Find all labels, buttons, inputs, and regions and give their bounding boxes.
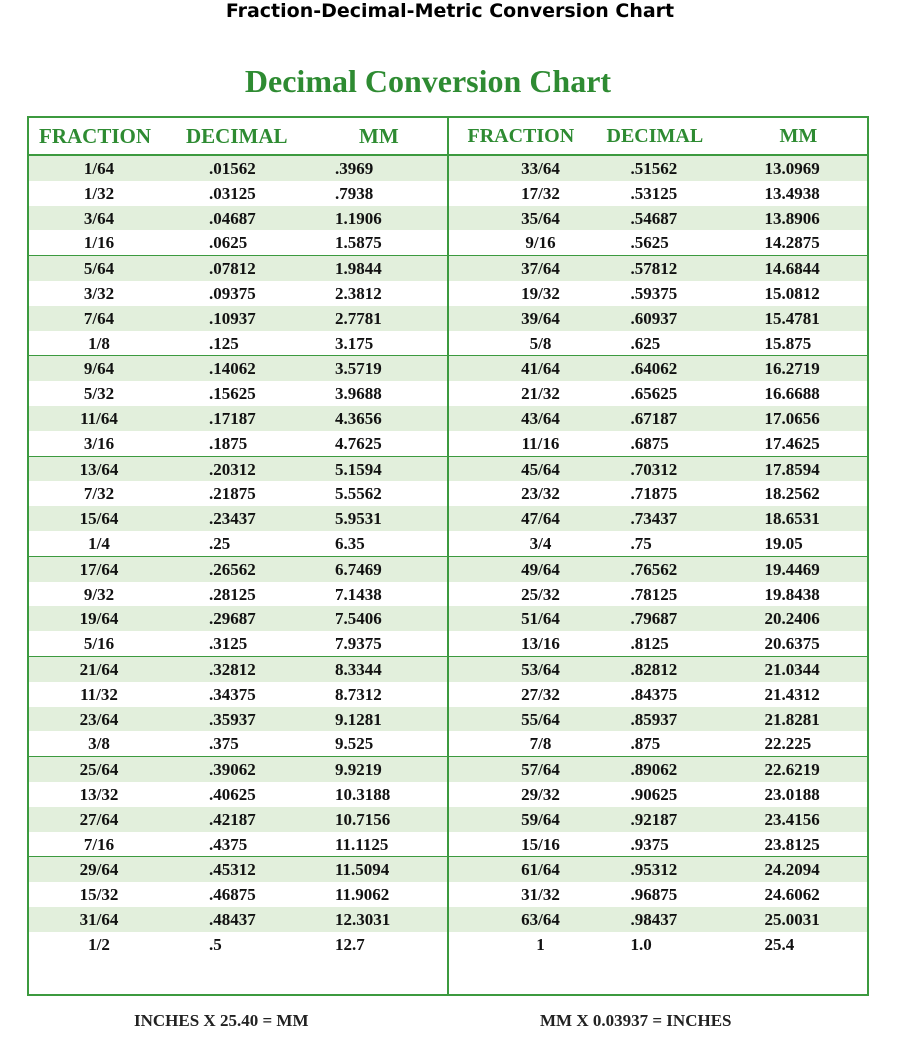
decimal-cell: .20312	[209, 459, 256, 479]
fraction-cell: 59/64	[521, 809, 560, 829]
decimal-cell: .6875	[630, 433, 669, 453]
table-row	[449, 531, 868, 556]
fraction-cell: 47/64	[521, 509, 560, 529]
decimal-cell: .57812	[630, 259, 678, 279]
decimal-cell: .8125	[630, 634, 669, 654]
fraction-cell: 1/32	[83, 183, 115, 203]
fraction-cell: 21/32	[521, 384, 560, 404]
table-row	[29, 782, 447, 807]
table-row	[449, 857, 868, 882]
mm-cell: 20.2406	[764, 609, 820, 629]
header-mm: MM	[359, 124, 399, 148]
table-row	[449, 832, 868, 857]
fraction-cell: 43/64	[521, 408, 560, 428]
mm-cell: 18.6531	[764, 509, 820, 529]
fraction-cell: 17/32	[521, 183, 560, 203]
fraction-cell: 33/64	[521, 159, 560, 178]
document-title: Fraction-Decimal-Metric Conversion Chart	[225, 0, 675, 22]
mm-cell: 24.6062	[764, 885, 820, 905]
fraction-cell: 21/64	[79, 659, 119, 679]
fraction-cell: 3/16	[83, 433, 115, 453]
mm-cell: 4.3656	[335, 408, 382, 428]
fraction-cell: 13/32	[79, 784, 119, 804]
fraction-cell: 19/32	[521, 283, 560, 303]
decimal-cell: .92187	[630, 809, 678, 829]
fraction-cell: 25/64	[79, 760, 119, 780]
fraction-cell: 61/64	[521, 860, 560, 880]
mm-cell: 13.4938	[764, 183, 820, 203]
fraction-cell: 15/16	[521, 834, 560, 854]
table-row	[29, 807, 447, 832]
decimal-cell: .95312	[630, 860, 678, 880]
fraction-cell: 45/64	[521, 459, 560, 479]
mm-cell: 19.8438	[764, 584, 820, 604]
mm-cell: 14.6844	[764, 259, 820, 279]
mm-cell: 10.3188	[335, 784, 391, 804]
mm-cell: 1.1906	[335, 208, 382, 228]
table-row	[449, 882, 868, 907]
mm-cell: 5.9531	[335, 509, 382, 529]
decimal-cell: .71875	[630, 484, 678, 504]
fraction-cell: 49/64	[521, 559, 560, 579]
decimal-cell: .40625	[209, 784, 256, 804]
table-row	[29, 457, 447, 482]
fraction-cell: 41/64	[521, 359, 560, 379]
conversion-table	[27, 116, 869, 996]
row-group	[29, 457, 447, 557]
fraction-cell: 9/32	[83, 584, 115, 604]
fraction-cell: 31/32	[521, 885, 560, 905]
decimal-cell: .10937	[209, 308, 256, 328]
fraction-cell: 63/64	[521, 909, 560, 929]
table-row	[29, 206, 447, 231]
footer-mm-to-inches: MM X 0.03937 = INCHES	[540, 1011, 732, 1030]
mm-cell: .7938	[335, 183, 374, 203]
fraction-cell: 3/4	[529, 533, 552, 553]
fraction-cell: 15/64	[79, 509, 119, 529]
fraction-cell: 1/4	[88, 533, 110, 553]
table-row	[29, 882, 447, 907]
row-group	[449, 156, 868, 256]
decimal-cell: .78125	[630, 584, 678, 604]
fraction-cell: 3/64	[83, 208, 115, 228]
decimal-cell: .84375	[630, 684, 678, 704]
mm-cell: 2.3812	[335, 283, 382, 303]
mm-cell: 16.6688	[764, 384, 820, 404]
row-group	[29, 657, 447, 757]
row-group	[449, 757, 868, 857]
table-row	[449, 256, 868, 281]
table-row	[449, 481, 868, 506]
mm-cell: 19.4469	[764, 559, 820, 579]
table-row	[449, 156, 868, 181]
table-row	[449, 230, 868, 255]
mm-cell: 11.9062	[335, 885, 390, 905]
table-row	[449, 707, 868, 732]
fraction-cell: 5/64	[83, 259, 115, 279]
decimal-cell: .07812	[209, 259, 256, 279]
table-row	[449, 932, 868, 957]
decimal-cell: .875	[630, 734, 661, 754]
decimal-cell: .73437	[630, 509, 678, 529]
decimal-cell: .85937	[630, 709, 678, 729]
mm-cell: 21.8281	[764, 709, 820, 729]
mm-cell: 7.9375	[335, 634, 382, 654]
decimal-cell: .64062	[630, 359, 678, 379]
fraction-cell: 9/16	[525, 233, 556, 253]
fraction-cell: 53/64	[521, 659, 560, 679]
table-row	[449, 506, 868, 531]
mm-cell: 17.4625	[764, 433, 820, 453]
table-row	[449, 557, 868, 582]
table-row	[29, 431, 447, 456]
fraction-cell: 5/32	[83, 384, 115, 404]
mm-cell: 14.2875	[764, 233, 820, 253]
decimal-cell: .53125	[630, 183, 678, 203]
decimal-cell: .5	[209, 934, 222, 954]
decimal-cell: .89062	[630, 760, 678, 780]
fraction-cell: 1	[536, 934, 545, 954]
decimal-cell: .5625	[630, 233, 669, 253]
table-row	[449, 907, 868, 932]
fraction-cell: 15/32	[79, 885, 119, 905]
row-group	[29, 156, 447, 256]
decimal-cell: .60937	[630, 308, 678, 328]
header-decimal: DECIMAL	[606, 125, 704, 147]
table-row	[29, 631, 447, 656]
decimal-cell: .4375	[209, 834, 248, 854]
fraction-cell: 1/64	[83, 159, 115, 178]
table-row	[29, 481, 447, 506]
row-group	[29, 256, 447, 356]
fraction-cell: 29/64	[79, 860, 119, 880]
table-row	[29, 230, 447, 255]
decimal-cell: .34375	[209, 684, 256, 704]
mm-cell: 13.8906	[764, 208, 820, 228]
table-row	[449, 431, 868, 456]
fraction-cell: 3/8	[88, 734, 110, 754]
fraction-cell: 35/64	[521, 208, 560, 228]
mm-cell: 15.0812	[764, 283, 820, 303]
row-group	[449, 657, 868, 757]
table-row	[29, 731, 447, 756]
mm-cell: 15.4781	[764, 308, 820, 328]
fraction-cell: 11/16	[521, 433, 560, 453]
header-fraction: FRACTION	[467, 125, 575, 147]
table-row	[29, 907, 447, 932]
decimal-cell: .48437	[209, 909, 256, 929]
mm-cell: 3.175	[335, 333, 374, 353]
decimal-cell: .375	[209, 734, 239, 754]
decimal-cell: .54687	[630, 208, 678, 228]
fraction-cell: 5/16	[83, 634, 115, 654]
fraction-cell: 29/32	[521, 784, 560, 804]
decimal-cell: .70312	[630, 459, 678, 479]
fraction-cell: 57/64	[521, 760, 560, 780]
table-row	[29, 506, 447, 531]
decimal-cell: .82812	[630, 659, 678, 679]
fraction-cell: 25/32	[521, 584, 560, 604]
decimal-cell: .98437	[630, 909, 678, 929]
decimal-cell: .42187	[209, 809, 256, 829]
table-row	[449, 457, 868, 482]
mm-cell: 8.7312	[335, 684, 382, 704]
decimal-cell: .26562	[209, 559, 256, 579]
table-row	[449, 381, 868, 406]
table-row	[449, 582, 868, 607]
fraction-cell: 7/16	[83, 834, 115, 854]
decimal-cell: .45312	[209, 860, 256, 880]
header-decimal: DECIMAL	[186, 124, 288, 148]
table-row	[449, 631, 868, 656]
decimal-cell: .09375	[209, 283, 256, 303]
row-group	[449, 557, 868, 657]
decimal-cell: .625	[630, 333, 661, 353]
mm-cell: 7.5406	[335, 609, 382, 629]
table-row	[29, 406, 447, 431]
mm-cell: 17.0656	[764, 408, 820, 428]
table-row	[449, 181, 868, 206]
fraction-cell: 9/64	[83, 359, 115, 379]
decimal-cell: .3125	[209, 634, 248, 654]
mm-cell: 5.5562	[335, 484, 382, 504]
fraction-cell: 13/16	[521, 634, 560, 654]
fraction-cell: 13/64	[79, 459, 119, 479]
table-row	[29, 356, 447, 381]
table-row	[29, 657, 447, 682]
mm-cell: 1.9844	[335, 259, 382, 279]
table-row	[449, 406, 868, 431]
fraction-cell: 3/32	[83, 283, 115, 303]
right-table-half	[449, 118, 868, 994]
table-row	[29, 381, 447, 406]
fraction-cell: 1/2	[88, 934, 110, 954]
table-row	[29, 331, 447, 356]
table-row	[449, 206, 868, 231]
row-group	[449, 857, 868, 956]
fraction-cell: 37/64	[521, 259, 560, 279]
decimal-cell: .125	[209, 333, 239, 353]
decimal-cell: .29687	[209, 609, 256, 629]
decimal-cell: .35937	[209, 709, 256, 729]
row-group	[449, 356, 868, 456]
decimal-cell: .90625	[630, 784, 678, 804]
table-row	[29, 857, 447, 882]
fraction-cell: 51/64	[521, 609, 560, 629]
decimal-cell: .76562	[630, 559, 678, 579]
table-row	[449, 331, 868, 356]
decimal-cell: .03125	[209, 183, 256, 203]
mm-cell: 25.0031	[764, 909, 820, 929]
row-group	[449, 457, 868, 557]
mm-cell: 3.5719	[335, 359, 382, 379]
decimal-cell: .67187	[630, 408, 678, 428]
decimal-cell: .17187	[209, 408, 256, 428]
mm-cell: 5.1594	[335, 459, 382, 479]
mm-cell: .3969	[335, 159, 374, 178]
table-row	[449, 757, 868, 782]
chart-title: Decimal Conversion Chart	[244, 63, 612, 99]
mm-cell: 11.1125	[335, 834, 389, 854]
table-row	[29, 757, 447, 782]
mm-cell: 21.0344	[764, 659, 820, 679]
mm-cell: 22.6219	[764, 760, 820, 780]
table-row	[449, 306, 868, 331]
table-row	[29, 531, 447, 556]
left-rows	[29, 156, 447, 957]
table-row	[29, 281, 447, 306]
decimal-cell: .39062	[209, 760, 256, 780]
decimal-cell: .65625	[630, 384, 678, 404]
mm-cell: 6.7469	[335, 559, 382, 579]
mm-cell: 21.4312	[764, 684, 820, 704]
table-row	[29, 832, 447, 857]
row-group	[29, 356, 447, 456]
table-row	[29, 682, 447, 707]
table-row	[29, 306, 447, 331]
decimal-cell: .01562	[209, 159, 256, 178]
fraction-cell: 1/8	[88, 333, 110, 353]
decimal-cell: .9375	[630, 834, 669, 854]
mm-cell: 23.4156	[764, 809, 820, 829]
mm-cell: 8.3344	[335, 659, 382, 679]
fraction-cell: 23/32	[521, 484, 560, 504]
table-row	[29, 582, 447, 607]
mm-cell: 23.0188	[764, 784, 820, 804]
mm-cell: 20.6375	[764, 634, 820, 654]
header-mm: MM	[779, 125, 818, 147]
table-row	[29, 156, 447, 181]
fraction-cell: 19/64	[79, 609, 119, 629]
table-row	[29, 557, 447, 582]
table-row	[449, 281, 868, 306]
table-header-right	[449, 118, 868, 156]
fraction-cell: 7/32	[83, 484, 115, 504]
fraction-cell: 27/32	[521, 684, 560, 704]
mm-cell: 18.2562	[764, 484, 820, 504]
fraction-cell: 7/8	[529, 734, 552, 754]
fraction-cell: 31/64	[79, 909, 119, 929]
decimal-cell: .14062	[209, 359, 256, 379]
mm-cell: 9.1281	[335, 709, 382, 729]
row-group	[29, 557, 447, 657]
mm-cell: 7.1438	[335, 584, 382, 604]
mm-cell: 24.2094	[764, 860, 820, 880]
fraction-cell: 7/64	[83, 308, 115, 328]
decimal-cell: .25	[209, 533, 231, 553]
mm-cell: 4.7625	[335, 433, 382, 453]
mm-cell: 9.9219	[335, 760, 382, 780]
mm-cell: 12.7	[335, 934, 365, 954]
table-row	[449, 356, 868, 381]
fraction-cell: 11/64	[80, 408, 118, 428]
mm-cell: 11.5094	[335, 860, 390, 880]
mm-cell: 16.2719	[764, 359, 820, 379]
decimal-cell: .15625	[209, 384, 256, 404]
footer-inches-to-mm: INCHES X 25.40 = MM	[134, 1011, 309, 1030]
table-row	[449, 782, 868, 807]
table-header-left	[29, 118, 447, 156]
row-group	[449, 256, 868, 356]
decimal-cell: .75	[630, 533, 652, 553]
mm-cell: 1.5875	[335, 233, 382, 253]
table-row	[29, 707, 447, 732]
table-row	[449, 807, 868, 832]
row-group	[29, 857, 447, 956]
mm-cell: 17.8594	[764, 459, 820, 479]
table-row	[29, 932, 447, 957]
mm-cell: 3.9688	[335, 384, 382, 404]
table-row	[29, 256, 447, 281]
mm-cell: 15.875	[764, 333, 812, 353]
table-row	[449, 731, 868, 756]
fraction-cell: 5/8	[529, 333, 552, 353]
mm-cell: 6.35	[335, 533, 365, 553]
table-row	[29, 181, 447, 206]
fraction-cell: 1/16	[83, 233, 115, 253]
decimal-cell: .21875	[209, 484, 256, 504]
mm-cell: 25.4	[764, 934, 795, 954]
mm-cell: 2.7781	[335, 308, 382, 328]
fraction-cell: 55/64	[521, 709, 560, 729]
mm-cell: 23.8125	[764, 834, 820, 854]
table-row	[449, 657, 868, 682]
header-fraction: FRACTION	[39, 124, 152, 148]
mm-cell: 13.0969	[764, 159, 820, 178]
fraction-cell: 39/64	[521, 308, 560, 328]
table-row	[29, 606, 447, 631]
left-table-half	[29, 118, 449, 994]
decimal-cell: .0625	[209, 233, 248, 253]
decimal-cell: .23437	[209, 509, 256, 529]
fraction-cell: 23/64	[79, 709, 119, 729]
mm-cell: 12.3031	[335, 909, 391, 929]
decimal-cell: .51562	[630, 159, 678, 178]
fraction-cell: 27/64	[79, 809, 119, 829]
decimal-cell: .59375	[630, 283, 678, 303]
decimal-cell: .79687	[630, 609, 678, 629]
right-rows	[449, 156, 868, 957]
fraction-cell: 11/32	[80, 684, 118, 704]
table-row	[449, 606, 868, 631]
fraction-cell: 17/64	[79, 559, 119, 579]
decimal-cell: .32812	[209, 659, 256, 679]
decimal-cell: .28125	[209, 584, 256, 604]
mm-cell: 22.225	[764, 734, 812, 754]
decimal-cell: .46875	[209, 885, 256, 905]
row-group	[29, 757, 447, 857]
decimal-cell: .04687	[209, 208, 256, 228]
table-row	[449, 682, 868, 707]
mm-cell: 9.525	[335, 734, 374, 754]
decimal-cell: .1875	[209, 433, 248, 453]
mm-cell: 19.05	[764, 533, 803, 553]
decimal-cell: .96875	[630, 885, 678, 905]
mm-cell: 10.7156	[335, 809, 391, 829]
decimal-cell: 1.0	[630, 934, 652, 954]
